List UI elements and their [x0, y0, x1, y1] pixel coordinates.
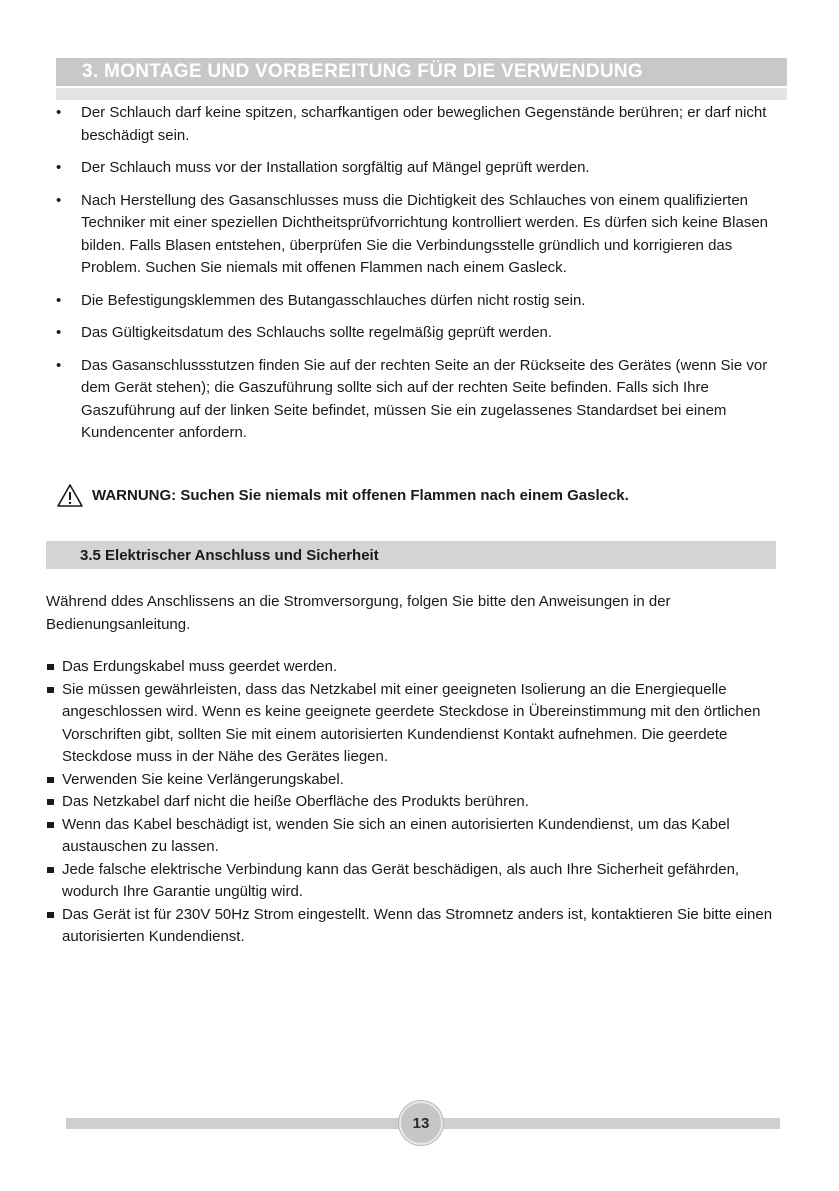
- list-item-text: Das Erdungskabel muss geerdet werden.: [62, 658, 338, 675]
- list-item: [56, 157, 776, 180]
- square-bullet-icon: [47, 777, 54, 783]
- warning-notice: [56, 483, 629, 508]
- list-item: [46, 859, 786, 904]
- square-bullet-icon: [47, 912, 54, 918]
- list-item: [46, 904, 786, 949]
- subsection-title: 3.5 Elektrischer Anschluss und Sicherheit: [80, 547, 379, 564]
- list-item: [46, 679, 786, 769]
- list-item-text: Das Gasanschlussstutzen finden Sie auf der rechten Seite an der Rückseite des Gerätes (wenn Sie vor dem Gerät stehen); die Gaszuführung sollte sich auf der rechten Seite befinden. Falls sich Ihre Gaszuführung auf der linken Seite befindet, müssen Sie ein zugelassenes Standardset bei einem Kundencenter anfordern.: [81, 356, 768, 441]
- list-item: [46, 814, 786, 859]
- bullet-icon: •: [56, 104, 62, 121]
- subsection-intro: Während ddes Anschlissens an die Stromversorgung, folgen Sie bitte den Anweisungen in der Bedienungsanleitung.: [46, 593, 671, 633]
- list-item: [46, 769, 786, 792]
- square-bullet-icon: [47, 867, 54, 873]
- list-item: [56, 190, 776, 280]
- list-item: [56, 322, 776, 345]
- list-item-text: Die Befestigungsklemmen des Butangasschlauches dürfen nicht rostig sein.: [81, 291, 586, 309]
- section-header-underline: [56, 88, 787, 100]
- list-item-text: Das Netzkabel darf nicht die heiße Oberfläche des Produkts berühren.: [62, 793, 529, 810]
- square-bullet-icon: [47, 664, 54, 670]
- section-title: 3. MONTAGE UND VORBEREITUNG FÜR DIE VERWENDUNG: [82, 61, 643, 82]
- hose-instructions-list: [56, 102, 776, 455]
- list-item: [56, 290, 776, 313]
- square-bullet-icon: [47, 687, 54, 693]
- list-item-text: Verwenden Sie keine Verlängerungskabel.: [62, 770, 344, 788]
- bullet-icon: •: [56, 324, 62, 341]
- bullet-icon: •: [56, 159, 62, 176]
- list-item: [56, 355, 776, 445]
- subsection-header-bar: [46, 541, 776, 569]
- square-bullet-icon: [47, 799, 54, 805]
- list-item-text: Der Schlauch muss vor der Installation sorgfältig auf Mängel geprüft werden.: [81, 159, 590, 176]
- bullet-icon: •: [56, 291, 62, 309]
- list-item-text: Wenn das Kabel beschädigt ist, wenden Sie sich an einen autorisierten Kundendienst, um das Kabel austauschen zu lassen.: [62, 815, 730, 855]
- square-bullet-icon: [47, 822, 54, 828]
- list-item-text: Sie müssen gewährleisten, dass das Netzkabel mit einer geeigneten Isolierung an die Energiequelle angeschlossen wird. Wenn es keine geeignete geerdete Steckdose in Übereinstimmung mit den örtlichen Vorschriften gibt, sollten Sie mit einem autorisierten Kundendienst Kontakt aufnehmen. Die geerdete Steckdose muss in der Nähe des Gerätes liegen.: [62, 680, 761, 765]
- bullet-icon: •: [56, 356, 62, 374]
- list-item-text: Nach Herstellung des Gasanschlusses muss die Dichtigkeit des Schlauches von einem qualifizierten Techniker mit einer speziellen Dichtheitsprüfvorrichtung kontrolliert werden. Es dürfen sich keine Blasen bilden. Falls Blasen entstehen, überprüfen Sie die Verbindungsstelle gründlich und korrigieren das Problem. Suchen Sie niemals mit offenen Flammen nach einem Gasleck.: [81, 191, 768, 276]
- page-number-badge: [399, 1101, 443, 1145]
- warning-text: WARNUNG: Suchen Sie niemals mit offenen Flammen nach einem Gasleck.: [92, 487, 629, 504]
- page-number: 13: [412, 1114, 430, 1132]
- warning-triangle-icon: [56, 483, 84, 508]
- list-item-text: Das Gerät ist für 230V 50Hz Strom eingestellt. Wenn das Stromnetz anders ist, kontaktieren Sie bitte einen autorisierten Kundendienst.: [62, 905, 773, 945]
- list-item-text: Der Schlauch darf keine spitzen, scharfkantigen oder beweglichen Gegenstände berühren; er darf nicht beschädigt sein.: [81, 104, 767, 144]
- list-item: [46, 791, 786, 814]
- electrical-safety-list: [46, 656, 786, 949]
- list-item-text: Das Gültigkeitsdatum des Schlauchs sollte regelmäßig geprüft werden.: [81, 324, 553, 341]
- bullet-icon: •: [56, 191, 62, 209]
- list-item: [56, 102, 776, 147]
- list-item: [46, 656, 786, 679]
- section-header-bar: [56, 58, 787, 86]
- list-item-text: Jede falsche elektrische Verbindung kann das Gerät beschädigen, als auch Ihre Sicherheit gefährden, wodurch Ihre Garantie ungültig wird.: [62, 860, 740, 900]
